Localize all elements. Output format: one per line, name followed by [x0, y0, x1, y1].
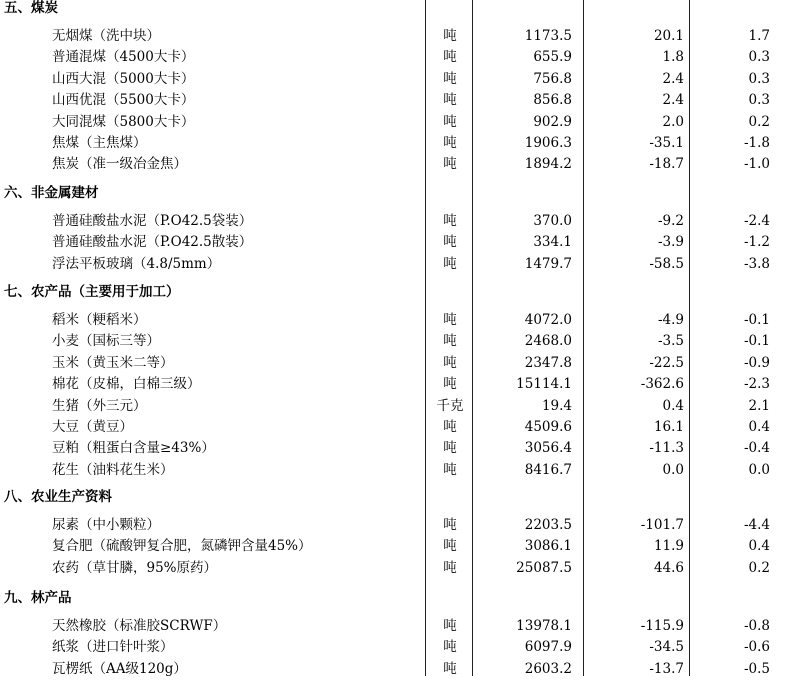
table-row	[0, 331, 800, 352]
cell-pct: 0.2	[748, 559, 770, 576]
cell-change: -35.1	[649, 135, 684, 151]
cell-name: 尿素（中小颗粒）	[52, 517, 160, 533]
table-row	[0, 133, 800, 154]
section-header	[0, 183, 800, 204]
cell-price: 13978.1	[516, 618, 572, 634]
cell-change: 2.0	[662, 113, 684, 130]
cell-price: 8416.7	[524, 461, 572, 478]
cell-change: 44.6	[653, 559, 684, 576]
cell-name: 山西优混（5500大卡）	[52, 92, 195, 109]
cell-unit: 吨	[443, 113, 457, 130]
cell-unit: 吨	[443, 28, 457, 44]
cell-name: 豆粕（粗蛋白含量≥43%）	[52, 440, 215, 457]
table-row	[0, 353, 800, 374]
cell-name: 无烟煤（洗中块）	[52, 28, 160, 44]
cell-pct: -0.1	[743, 312, 770, 328]
cell-unit: 吨	[443, 312, 457, 328]
table-row	[0, 558, 800, 579]
table-row	[0, 112, 800, 133]
table-row	[0, 254, 800, 275]
section-title: 八、农业生产资料	[4, 489, 112, 505]
section-title: 六、非金属建材	[4, 185, 99, 201]
cell-change: 16.1	[653, 419, 684, 435]
cell-pct: 0.0	[748, 461, 770, 478]
cell-price: 4509.6	[524, 419, 572, 435]
table-row	[0, 310, 800, 331]
cell-pct: -0.8	[743, 618, 770, 634]
table-row	[0, 460, 800, 481]
cell-change: 11.9	[653, 538, 684, 555]
cell-change: -18.7	[649, 156, 684, 173]
cell-unit: 吨	[443, 156, 457, 173]
cell-name: 普通硅酸盐水泥（P.O42.5散装）	[52, 234, 253, 251]
table-row	[0, 211, 800, 232]
cell-unit: 吨	[443, 618, 457, 634]
table-row	[0, 396, 800, 417]
cell-price: 2468.0	[524, 333, 572, 350]
cell-unit: 千克	[436, 397, 464, 414]
table-row	[0, 417, 800, 438]
cell-unit: 吨	[443, 538, 457, 555]
cell-change: -22.5	[649, 354, 684, 371]
cell-change: 0.4	[662, 397, 684, 414]
cell-pct: -0.5	[743, 660, 770, 677]
cell-name: 棉花（皮棉，白棉三级）	[52, 376, 201, 393]
cell-name: 天然橡胶（标准胶SCRWF）	[52, 618, 227, 634]
cell-price: 15114.1	[516, 376, 572, 393]
cell-pct: 0.4	[748, 419, 770, 435]
cell-unit: 吨	[443, 70, 457, 87]
cell-change: -3.9	[657, 234, 684, 251]
cell-name: 生猪（外三元）	[52, 397, 147, 414]
cell-name: 焦煤（主焦煤）	[52, 135, 147, 151]
table-row	[0, 515, 800, 536]
cell-name: 大豆（黄豆）	[52, 419, 133, 435]
table-row	[0, 374, 800, 395]
cell-price: 2347.8	[524, 354, 572, 371]
cell-name: 普通硅酸盐水泥（P.O42.5袋装）	[52, 213, 253, 229]
cell-price: 856.8	[533, 92, 572, 109]
cell-price: 902.9	[533, 113, 572, 130]
cell-change: -3.5	[657, 333, 684, 350]
cell-unit: 吨	[443, 639, 457, 656]
table-row	[0, 438, 800, 459]
cell-unit: 吨	[443, 419, 457, 435]
cell-unit: 吨	[443, 559, 457, 576]
cell-pct: -4.4	[743, 517, 770, 533]
table-row	[0, 659, 800, 680]
table-row	[0, 232, 800, 253]
cell-price: 1894.2	[524, 156, 572, 173]
cell-name: 瓦楞纸（AA级120g）	[52, 660, 187, 677]
cell-change: 2.4	[662, 70, 684, 87]
cell-price: 4072.0	[524, 312, 572, 328]
cell-name: 山西大混（5000大卡）	[52, 70, 195, 87]
cell-name: 花生（油料花生米）	[52, 461, 174, 478]
cell-change: -362.6	[640, 376, 684, 393]
section-header	[0, 282, 800, 303]
cell-price: 1479.7	[524, 255, 572, 272]
cell-unit: 吨	[443, 135, 457, 151]
cell-pct: 0.3	[748, 49, 770, 66]
cell-name: 大同混煤（5800大卡）	[52, 113, 195, 130]
cell-pct: 0.3	[748, 92, 770, 109]
cell-pct: -3.8	[743, 255, 770, 272]
table-row	[0, 637, 800, 658]
cell-change: -13.7	[649, 660, 684, 677]
section-title: 九、林产品	[4, 590, 72, 606]
table-row	[0, 616, 800, 637]
cell-change: 0.0	[662, 461, 684, 478]
cell-pct: -1.8	[743, 135, 770, 151]
cell-pct: 1.7	[748, 28, 770, 44]
cell-change: -115.9	[640, 618, 684, 634]
cell-unit: 吨	[443, 92, 457, 109]
section-header	[0, 0, 800, 19]
cell-change: -101.7	[640, 517, 684, 533]
cell-name: 浮法平板玻璃（4.8/5mm）	[52, 255, 221, 272]
cell-name: 普通混煤（4500大卡）	[52, 49, 195, 66]
cell-change: -9.2	[657, 213, 684, 229]
cell-price: 334.1	[533, 234, 572, 251]
cell-unit: 吨	[443, 255, 457, 272]
section-header	[0, 588, 800, 609]
table-row	[0, 47, 800, 68]
cell-pct: -0.4	[743, 440, 770, 457]
cell-change: -11.3	[649, 440, 684, 457]
cell-name: 稻米（粳稻米）	[52, 312, 147, 328]
section-title: 七、农产品（主要用于加工）	[4, 284, 180, 300]
table-row	[0, 69, 800, 90]
table-row	[0, 26, 800, 47]
cell-price: 1906.3	[524, 135, 572, 151]
cell-name: 玉米（黄玉米二等）	[52, 354, 174, 371]
cell-name: 复合肥（硫酸钾复合肥，氮磷钾含量45%）	[52, 538, 312, 555]
cell-unit: 吨	[443, 440, 457, 457]
cell-price: 6097.9	[524, 639, 572, 656]
cell-pct: -0.9	[743, 354, 770, 371]
cell-price: 756.8	[533, 70, 572, 87]
cell-change: 2.4	[662, 92, 684, 109]
cell-pct: 0.3	[748, 70, 770, 87]
cell-price: 1173.5	[524, 28, 572, 44]
section-title: 五、煤炭	[4, 0, 58, 16]
cell-unit: 吨	[443, 49, 457, 66]
cell-price: 3086.1	[524, 538, 572, 555]
cell-pct: 0.2	[748, 113, 770, 130]
cell-price: 370.0	[533, 213, 572, 229]
cell-unit: 吨	[443, 517, 457, 533]
cell-price: 2203.5	[524, 517, 572, 533]
cell-price: 2603.2	[524, 660, 572, 677]
cell-change: -58.5	[649, 255, 684, 272]
cell-change: 20.1	[653, 28, 684, 44]
cell-price: 25087.5	[516, 559, 572, 576]
cell-pct: -1.2	[743, 234, 770, 251]
cell-unit: 吨	[443, 461, 457, 478]
cell-unit: 吨	[443, 376, 457, 393]
cell-unit: 吨	[443, 333, 457, 350]
cell-price: 3056.4	[524, 440, 572, 457]
cell-name: 焦炭（准一级冶金焦）	[52, 156, 187, 173]
cell-pct: 2.1	[748, 397, 770, 414]
cell-pct: -1.0	[743, 156, 770, 173]
cell-name: 纸浆（进口针叶浆）	[52, 639, 174, 656]
cell-unit: 吨	[443, 660, 457, 677]
cell-price: 655.9	[533, 49, 572, 66]
table-row	[0, 154, 800, 175]
cell-pct: -2.3	[743, 376, 770, 393]
cell-unit: 吨	[443, 213, 457, 229]
cell-change: -4.9	[657, 312, 684, 328]
cell-name: 小麦（国标三等）	[52, 333, 160, 350]
cell-price: 19.4	[541, 397, 572, 414]
table-row	[0, 90, 800, 111]
cell-unit: 吨	[443, 354, 457, 371]
section-header	[0, 487, 800, 508]
cell-pct: -0.1	[743, 333, 770, 350]
cell-unit: 吨	[443, 234, 457, 251]
cell-change: 1.8	[662, 49, 684, 66]
table-row	[0, 536, 800, 557]
cell-name: 农药（草甘膦，95%原药）	[52, 559, 218, 576]
cell-pct: -2.4	[743, 213, 770, 229]
cell-change: -34.5	[649, 639, 684, 656]
cell-pct: -0.6	[743, 639, 770, 656]
cell-pct: 0.4	[748, 538, 770, 555]
